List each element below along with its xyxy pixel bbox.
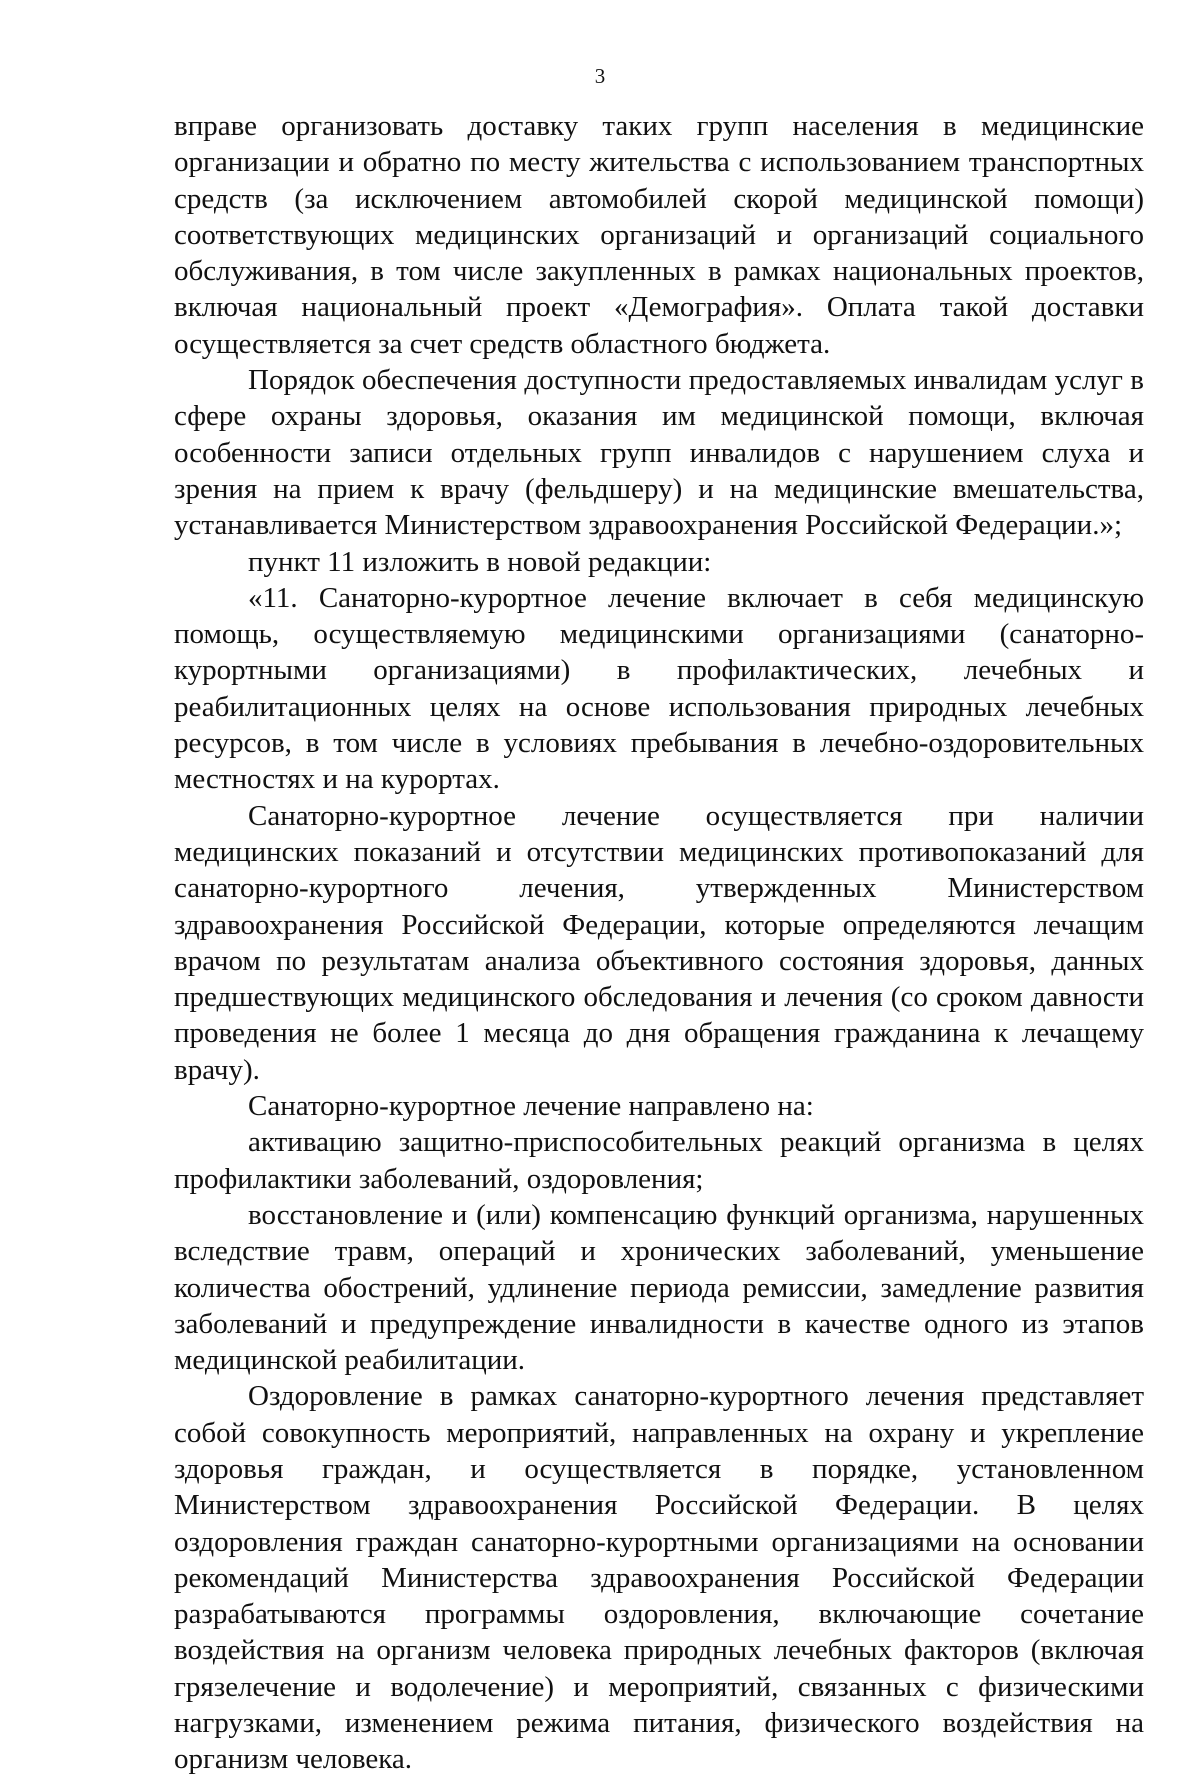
paragraph-accessibility-order: Порядок обеспечения доступности предоставляемых инвалидам услуг в сфере охраны здоровья, оказания им медицинской помощи, включая особенности записи отдельных групп инвалидов с нарушением слуха и зрения на прием к врачу (фельдшеру) и на медицинские вмешательства, устанавливается Министерством здравоохранения Российской Федерации.»;: [174, 364, 1144, 542]
paragraph-aims-intro: Санаторно-курортное лечение направлено на:: [248, 1090, 814, 1123]
paragraph-indications: Санаторно-курортное лечение осуществляется при наличии медицинских показаний и отсутствии медицинских противопоказаний для санаторно-курортного лечения, утвержденных Министерством здравоохранения Российской Федерации, которые определяются лечащим врачом по результатам анализа объективного состояния здоровья, данных предшествующих медицинского обследования и лечения (со сроком давности проведения не более 1 месяца до дня обращения гражданина к лечащему врачу).: [174, 799, 1144, 1086]
page-number: 3: [594, 64, 606, 88]
paragraph-continuation: вправе организовать доставку таких групп населения в медицинские организации и обратно по месту жительства с использованием транспортных средств (за исключением автомобилей скорой медицинской помощи) соответствующих медицинских организаций и организаций социального обслуживания, в том числе закупленных в рамках национальных проектов, включая национальный проект «Демография». Оплата такой доставки осуществляется за счет средств областного бюджета.: [174, 110, 1144, 360]
document-body: [174, 108, 1144, 1778]
paragraph-item-11: «11. Санаторно-курортное лечение включает в себя медицинскую помощь, осуществляемую медицинскими организациями (санаторно-курортными организациями) в профилактических, лечебных и реабилитационных целях на основе использования природных лечебных ресурсов, в том числе в условиях пребывания в лечебно-оздоровительных местностях и на курортах.: [174, 581, 1144, 796]
paragraph-aim-restoration: восстановление и (или) компенсацию функций организма, нарушенных вследствие травм, операций и хронических заболеваний, уменьшение количества обострений, удлинение периода ремиссии, замедление развития заболеваний и предупреждение инвалидности в качестве одного из этапов медицинской реабилитации.: [174, 1198, 1144, 1377]
paragraph-aim-activation: активацию защитно-приспособительных реакций организма в целях профилактики заболеваний, оздоровления;: [174, 1126, 1144, 1195]
paragraph-amendment-instruction: пункт 11 изложить в новой редакции:: [248, 545, 712, 578]
paragraph-health-improvement: Оздоровление в рамках санаторно-курортного лечения представляет собой совокупность мероприятий, направленных на охрану и укрепление здоровья граждан, и осуществляется в порядке, установленном Министерством здравоохранения Российской Федерации. В целях оздоровления граждан санаторно-курортными организациями на основании рекомендаций Министерства здравоохранения Российской Федерации разрабатываются программы оздоровления, включающие сочетание воздействия на организм человека природных лечебных факторов (включая грязелечение и водолечение) и мероприятий, связанных с физическими нагрузками, изменением режима питания, физического воздействия на организм человека.: [174, 1380, 1144, 1776]
